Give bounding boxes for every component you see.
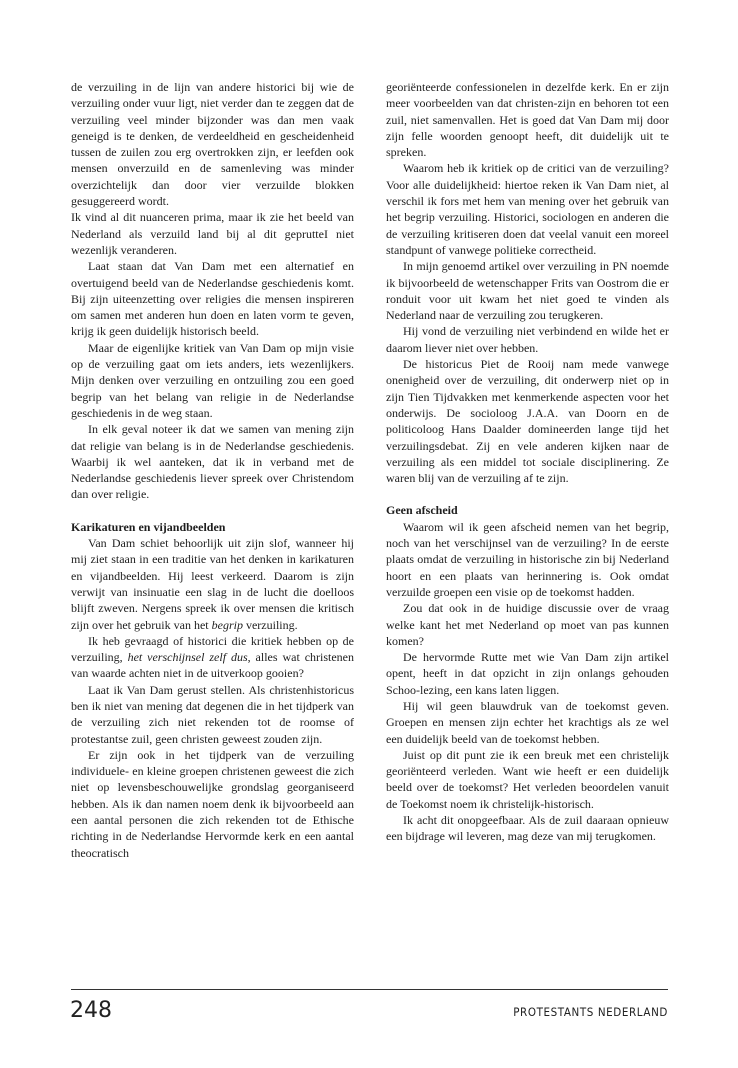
footer-rule: [71, 989, 668, 990]
left-column: [71, 79, 354, 861]
paragraph: Hij vond de verzuiling niet verbindend en wilde het er daarom liever niet over hebben.: [386, 324, 669, 355]
text-run: , alles wat christenen van waarde achten niet in de uitverkoop gooien?: [71, 650, 355, 681]
paragraph: Er zijn ook in het tijdperk van de verzuiling individuele- en kleine groepen christenen geweest die zich niet op levensbeschouwelijke grondslag georganiseerd hebben. Als ik dan namen noem denk ik bijvoorbeeld aan een aantal personen die zich rekenden tot de Ethische richting in de Nederlandse Hervormde kerk en een aantal theocratisch: [71, 747, 354, 860]
paragraph: Laat staan dat Van Dam met een alternatief en overtuigend beeld van de Nederlandse geschiedenis komt. Bij zijn uiteenzetting over religies die mensen inspireren om samen met anderen hun doen en laten vorm te geven, krijg ik geen duidelijk historisch beeld.: [71, 259, 354, 339]
paragraph: De hervormde Rutte met wie Van Dam zijn artikel opent, heeft in dat opzicht in zijn onlangs gehouden Schoo-lezing, een kans laten liggen.: [386, 650, 669, 697]
paragraph: de verzuiling in de lijn van andere historici bij wie de verzuiling onder vuur ligt, niet verder dan te zeggen dat de verzuiling veel minder bijzonder was dan men vaak geneigd is te denken, de verdeeldheid en gescheidenheid tussen de zuilen zou erg overtrokken zijn, er leefden ook mensen onverzuild en de samenleving was minder overzichtelijk dan door vier verzuilde blokken gesuggereerd wordt.: [71, 80, 354, 209]
paragraph: Juist op dit punt zie ik een breuk met een christelijk georiënteerd verleden. Want wie heeft er een duidelijk beeld over de toekomst? Het verleden beoordelen vanuit de Toekomst noem ik christelijk-historisch.: [386, 747, 669, 811]
paragraph: Laat ik Van Dam gerust stellen. Als christenhistoricus ben ik niet van mening dat degenen die in het tijdperk van de verzuiling zich niet rekenden tot de roomse of protestantse zuil, geen christen geweest zouden zijn.: [71, 682, 354, 746]
emphasis: het verschijnsel zelf dus: [127, 650, 248, 665]
paragraph: georiënteerde confessionelen in dezelfde kerk. En er zijn meer voorbeelden van dat christen-zijn en behoren tot een zuil, niet samenvallen. Het is goed dat Van Dam mij door zijn felle woorden genoopt heeft, dit duidelijk uit te spreken.: [386, 80, 669, 160]
section-heading: Karikaturen en vijandbeelden: [71, 519, 226, 534]
paragraph: In mijn genoemd artikel over verzuiling in PN noemde ik bijvoorbeeld de wetenschapper Frits van Oostrom die er ronduit voor uit kwam het niet goed te vinden als Nederland naar de verzuiling zou terugkeren.: [386, 259, 669, 323]
paragraph: Ik vind al dit nuanceren prima, maar ik zie het beeld van Nederland als verzuild land bij al dit geprutteI niet wezenlijk veranderen.: [71, 210, 354, 257]
paragraph: Hij wil geen blauwdruk van de toekomst geven. Groepen en mensen zijn echter het krachtigs als ze wel een duidelijk beeld van de toekomst hebben.: [386, 698, 669, 746]
right-column: [386, 79, 669, 845]
text-run: verzuiling.: [242, 617, 298, 632]
paragraph: Maar de eigenlijke kritiek van Van Dam op mijn visie op de verzuiling gaat om iets anders, iets wezenlijkers. Mijn denken over verzuiling en ontzuiling zou een goed begrip van het belang van religie in de Nederlandse geschiedenis in de weg staan.: [71, 340, 354, 420]
paragraph: [71, 535, 354, 633]
journal-name: PROTESTANTS NEDERLAND: [513, 1005, 668, 1019]
section-heading: Geen afscheid: [386, 503, 458, 518]
paragraph: Waarom wil ik geen afscheid nemen van het begrip, noch van het verschijnsel van de verzuiling? In de eerste plaats omdat de verzuiling in historische zin bij Nederland hoort en een plaats van herinnering is. Ook omdat verzuilde groepen een visie op de toekomst hadden.: [386, 519, 669, 599]
page-number: 248: [70, 998, 112, 1023]
text-run: Van Dam schiet behoorlijk uit zijn slof, wanneer hij mij ziet staan in een traditie van het denken in karikaturen en vijandbeelden. Hij leest verkeerd. Daarom is zijn verwijt van insinuatie een slag in de lucht die doelloos blijft zweven. Nergens spreek ik over mensen die kritisch zijn over het gebruik van het: [71, 536, 354, 632]
paragraph: In elk geval noteer ik dat we samen van mening zijn dat religie van belang is in de Nederlandse geschiedenis. Waarbij ik wel aanteken, dat ik in verband met de Nederlandse geschiedenis liever spreek over Christendom dan over religie.: [71, 422, 354, 502]
paragraph: Zou dat ook in de huidige discussie over de vraag welke kant het met Nederland op moet van pas kunnen komen?: [386, 601, 669, 648]
emphasis: begrip: [211, 617, 243, 632]
paragraph: Ik acht dit onopgeefbaar. Als de zuil daaraan opnieuw een bijdrage wil leveren, mag deze van mij terugkomen.: [386, 813, 669, 844]
paragraph: Waarom heb ik kritiek op de critici van de verzuiling? Voor alle duidelijkheid: hiertoe reken ik Van Dam niet, al verschil ik fors met hem van mening over het gebruik van het begrip verzuiling. Historici, sociologen en anderen die de verzuiling kritiseren doen dat veelal vanuit een moreel standpunt of vanwege politieke correctheid.: [386, 161, 669, 257]
paragraph: [71, 633, 354, 682]
text-run: Ik heb gevraagd of historici die kritiek hebben op de verzuiling,: [71, 633, 354, 665]
paragraph: De historicus Piet de Rooij nam mede vanwege onenigheid over de verzuiling, dit onderwerp niet op in zijn Tien Tijdvakken met kenmerkende aspecten voor het onderwijs. De socioloog J.A.A. van Doorn en de politicoloog Hans Daalder domineerden lange tijd het verzuilingsdebat. Zij en vele anderen kijken naar de verzuiling als een middel tot sociale disciplinering. Ze waren blij van de verzuiling af te zijn.: [386, 357, 669, 486]
